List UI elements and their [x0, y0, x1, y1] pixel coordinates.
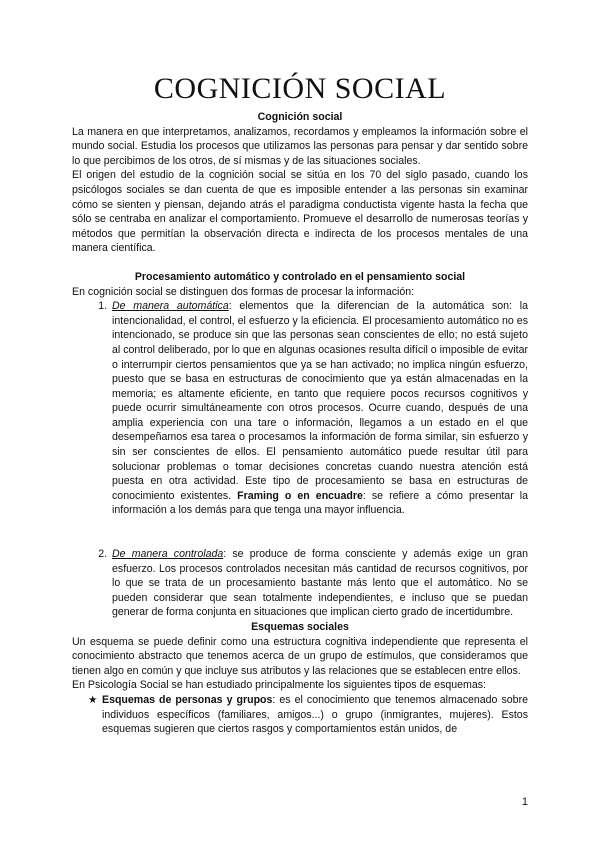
schema-types-list: [72, 693, 528, 737]
section-heading-procesamiento: Procesamiento automático y controlado en el pensamiento social: [134, 270, 466, 283]
paragraph-origin: El origen del estudio de la cognición social se sitúa en los 70 del siglo pasado, cuando los psicólogos sociales se dan cuenta de que es imposible entender a las personas sin examinar cómo se sienten y piensan, dejando atrás el paradigma conductista vigente hasta la fecha que sólo se centraba en analizar el comportamiento. Promueve el desarrollo de numerosas teorías y métodos que permitían la observación directa e indirecta de los procesos mentales de una manera científica.: [72, 169, 528, 255]
item-label-automatica: De manera automática: [112, 300, 229, 313]
list-item-automatica: [110, 299, 528, 518]
item-bold-framing: Framing o en encuadre: [237, 489, 363, 502]
bullet-text-esquemas-personas: : es el conocimiento que tenemos almacenado sobre individuos específicos (familiares, amigos...) o grupo (inmigrantes, mujeres). Estos esquemas sugieren que ciertos rasgos y comportamientos están unidos, de: [102, 693, 528, 736]
list-item-controlada: [110, 547, 528, 620]
list-item-esquemas-personas: [88, 693, 528, 737]
item-text-automatica: : elementos que la diferencian de la automática son: la intencionalidad, el control, el esfuerzo y la eficiencia. El procesamiento automático no es intencionado, se produce sin que las personas sean conscientes de ello; no está sujeto al control deliberado, por lo que en algunas ocasiones resulta difícil o imposible de evitar o interrumpir ciertos pensamientos que ya se han activado; no implica ningún esfuerzo, puesto que se basa en estructuras de conocimiento que ya están almacenadas en la memoria; es altamente eficiente, en tanto que requiere pocos recursos cognitivos y puede ocurrir simultáneamente con otros procesos. Ocurre cuando, después de una amplia experiencia con una tare o información, llegamos a un estado en el que desempeñamos esa tarea o procesamos la información de forma similar, sin esfuerzo y sin ser conscientes de ellos. El pensamiento automático puede resultar útil para solucionar problemas o tomar decisiones concretas cuando nuestra atención está puesta en otra actividad. Este tipo de procesamiento se basa en estructuras de conocimiento existentes.: [112, 300, 528, 502]
section-heading-cognicion-social: Cognición social: [257, 111, 343, 123]
paragraph-esquema-types: En Psicología Social se han estudiado principalmente los siguientes tipos de esquemas:: [72, 679, 486, 692]
section-heading-esquemas: Esquemas sociales: [251, 621, 349, 633]
document-title: COGNICIÓN SOCIAL: [153, 72, 447, 105]
item-tail-framing: : se refiere a cómo presentar la información a los demás para que tenga una mayor influencia.: [112, 489, 528, 517]
bullet-bold-esquemas-personas: Esquemas de personas y grupos: [102, 693, 273, 706]
spacer: [72, 256, 528, 270]
processing-list: [72, 299, 528, 620]
item-text-controlada: : se produce de forma consciente y además exige un gran esfuerzo. Los procesos controlados necesitan más cantidad de recursos cognitivos, por lo que se trata de un procesamiento bastante más lento que el automático. No se pueden considerar que sean totalmente independientes, e incluso que se puedan generar de forma conjunta en situaciones que implican cierto grado de incertidumbre.: [112, 548, 529, 619]
paragraph-procesamiento-intro: En cognición social se distinguen dos formas de procesar la información:: [72, 285, 415, 298]
paragraph-esquema-definition: Un esquema se puede definir como una estructura cognitiva independiente que representa el conocimiento abstracto que tenemos acerca de un grupo de estímulos, que consideramos que tienen algo en común y que incluye sus atributos y las relaciones que se establecen entre ellos.: [72, 635, 528, 677]
page-content: [72, 72, 528, 737]
paragraph-definition: La manera en que interpretamos, analizamos, recordamos y empleamos la información sobre el mundo social. Estudia los procesos que utilizamos las personas para pensar y dar sentido sobre lo que percibimos de los otros, de sí mismas y de las situaciones sociales.: [72, 125, 528, 167]
star-bullet-icon: ★: [88, 693, 98, 706]
item-label-controlada: De manera controlada: [112, 548, 224, 561]
page-number: 1: [521, 796, 528, 808]
